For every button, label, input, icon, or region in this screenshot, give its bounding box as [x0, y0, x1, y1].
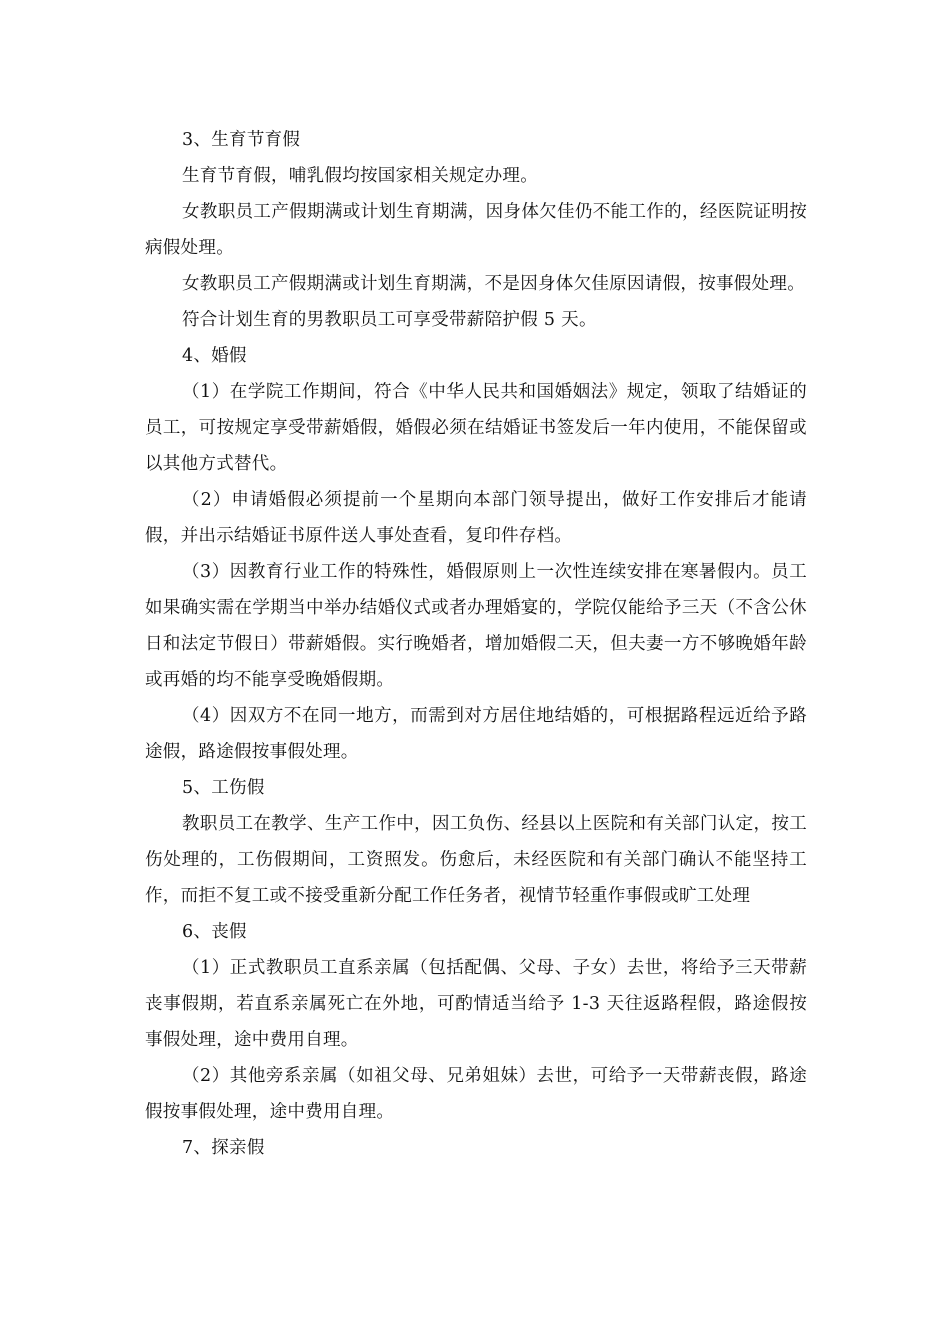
section-heading-work-injury-leave: 5、工伤假	[182, 778, 265, 798]
paragraph: （3）因教育行业工作的特殊性，婚假原则上一次性连续安排在寒暑假内。员工如果确实需在学期当中举办结婚仪式或者办理婚宴的，学院仅能给予三天（不含公休日和法定节假日）带薪婚假。实行晚婚者，增加婚假二天，但夫妻一方不够晚婚年龄或再婚的均不能享受晚婚假期。	[145, 562, 807, 690]
paragraph: 女教职员工产假期满或计划生育期满，不是因身体欠佳原因请假，按事假处理。	[182, 274, 805, 294]
paragraph: （2）其他旁系亲属（如祖父母、兄弟姐妹）去世，可给予一天带薪丧假，路途假按事假处理，途中费用自理。	[145, 1066, 807, 1122]
paragraph: 女教职员工产假期满或计划生育期满，因身体欠佳仍不能工作的，经医院证明按病假处理。	[145, 202, 807, 258]
section-heading-maternity-leave: 3、生育节育假	[182, 130, 301, 150]
paragraph: （4）因双方不在同一地方，而需到对方居住地结婚的，可根据路程远近给予路途假，路途假按事假处理。	[145, 706, 807, 762]
paragraph: （1）在学院工作期间，符合《中华人民共和国婚姻法》规定，领取了结婚证的员工，可按规定享受带薪婚假，婚假必须在结婚证书签发后一年内使用，不能保留或以其他方式替代。	[145, 382, 807, 474]
paragraph: （2）申请婚假必须提前一个星期向本部门领导提出，做好工作安排后才能请假，并出示结婚证书原件送人事处查看，复印件存档。	[145, 490, 807, 546]
paragraph: 生育节育假，哺乳假均按国家相关规定办理。	[182, 166, 538, 186]
section-heading-marriage-leave: 4、婚假	[182, 346, 247, 366]
section-heading-family-visit-leave: 7、探亲假	[182, 1138, 265, 1158]
document-body	[145, 122, 807, 1166]
paragraph: 符合计划生育的男教职员工可享受带薪陪护假 5 天。	[182, 310, 597, 330]
paragraph: （1）正式教职员工直系亲属（包括配偶、父母、子女）去世，将给予三天带薪丧事假期，若直系亲属死亡在外地，可酌情适当给予 1-3 天往返路程假，路途假按事假处理，途中费用自理。	[145, 958, 807, 1050]
paragraph: 教职员工在教学、生产工作中，因工负伤、经县以上医院和有关部门认定，按工伤处理的，工伤假期间，工资照发。伤愈后，未经医院和有关部门确认不能坚持工作，而拒不复工或不接受重新分配工作任务者，视情节轻重作事假或旷工处理	[145, 814, 807, 906]
section-heading-bereavement-leave: 6、丧假	[182, 922, 247, 942]
